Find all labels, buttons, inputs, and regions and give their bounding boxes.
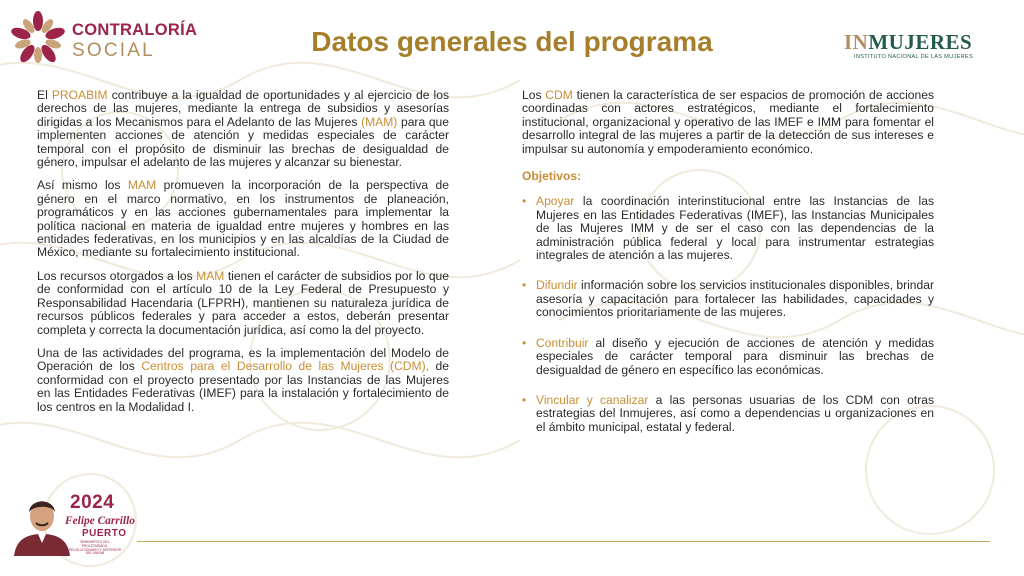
objective-verb: Apoyar bbox=[536, 194, 575, 209]
year-label: 2024 bbox=[70, 492, 115, 513]
inmujeres-in: IN bbox=[844, 30, 869, 54]
bullet-icon: • bbox=[522, 335, 527, 350]
paragraph-cdm-model bbox=[37, 347, 449, 414]
flower-icon bbox=[10, 6, 66, 72]
objective-item bbox=[522, 195, 934, 262]
surname-label: PUERTO bbox=[82, 528, 127, 539]
objective-item bbox=[522, 394, 934, 434]
contraloria-label: CONTRALORÍA bbox=[72, 21, 198, 39]
objectives-list bbox=[522, 195, 934, 434]
objective-verb: Difundir bbox=[536, 278, 578, 293]
objective-text: al diseño y ejecución de acciones de atención y medidas especiales de carácter temporal para disminuir las brechas de desigualdad de género en específico las económicas. bbox=[536, 335, 934, 377]
footer-divider bbox=[137, 541, 990, 542]
text-run: Así mismo los bbox=[37, 178, 128, 193]
text-run: El bbox=[37, 88, 52, 102]
inmujeres-wordmark bbox=[844, 30, 972, 55]
text-run: tienen la característica de ser espacios de promoción de acciones coordinadas con actores estratégicos, mediante el fortalecimiento institucional, organizacional y operativo de las IMEF e IMM para fomentar el desarrollo integral de las mujeres a partir de la detección de sus intereses e impulsar su autonomía y empoderamiento económico. bbox=[522, 88, 934, 156]
inmujeres-logo bbox=[838, 30, 998, 64]
text-run: contribuye a la igualdad de oportunidades y al ejercicio de los derechos de las mujeres, mediante la entrega de subsidios y asesorías dirigidas a los Mecanismos para el Adelanto de las Mujeres bbox=[37, 88, 449, 129]
text-run: para que implementen acciones de atención y medidas especiales de carácter temporal con el propósito de disminuir las brechas de desigualdad de género, impulsar el adelanto de las mujeres y alcanzar su bienestar. bbox=[37, 114, 449, 170]
bullet-icon: • bbox=[522, 194, 527, 209]
name-label: Felipe Carrillo bbox=[65, 515, 135, 527]
inmujeres-rest: MUJERES bbox=[868, 30, 973, 54]
paragraph-proabim bbox=[37, 89, 449, 169]
objective-text: la coordinación interinstitucional entre las Instancias de las Mujeres en las Entidades Federativas (IMEF), las Instancias Municipales de las Mujeres IMM y de ser el caso con las dependencias de la administración pública federal y local para instrumentar estrategias integrales de atención a las mujeres. bbox=[536, 194, 934, 263]
highlight-cdm: Centros para el Desarrollo de las Mujeres (CDM), bbox=[141, 359, 430, 374]
text-run: de conformidad con el proyecto presentado por las Instancias de las Mujeres en las Entidades Federativas (IMEF) para la instalación y fortalecimiento de los centros en la Modalidad I. bbox=[37, 359, 450, 414]
header bbox=[0, 0, 1024, 80]
paragraph-mam-perspectiva bbox=[37, 179, 449, 259]
page-title: Datos generales del programa bbox=[311, 26, 713, 57]
objective-verb: Contribuir bbox=[536, 335, 589, 350]
objective-text: a las personas usuarias de los CDM con otras estrategias del Inmujeres, así como a dependencias u organizaciones en el ámbito municipal, estatal y federal. bbox=[536, 392, 934, 434]
objectives-title: Objetivos: bbox=[522, 169, 582, 184]
objective-text: información sobre los servicios institucionales disponibles, brindar asesoría y capacitación para fortalecer las habilidades, capacidades y conocimientos prioritariamente de las mujeres. bbox=[536, 278, 934, 320]
bullet-icon: • bbox=[522, 278, 527, 293]
subtitle-label: BENEMÉRITO DEL PROLETARIADO, REVOLUCIONARIO Y DEFENSOR DEL MAYAB bbox=[68, 540, 122, 556]
inmujeres-subtitle: INSTITUTO NACIONAL DE LAS MUJERES bbox=[854, 54, 973, 60]
objective-item bbox=[522, 279, 934, 319]
highlight-proabim: PROABIM bbox=[51, 88, 108, 102]
highlight-mam: (MAM) bbox=[361, 114, 398, 129]
text-run: Los bbox=[522, 88, 546, 102]
text-run: Los recursos otorgados a los bbox=[37, 268, 197, 283]
paragraph-recursos bbox=[37, 270, 449, 337]
text-run: promueven la incorporación de la perspectiva de género en el marco normativo, en los instrumentos de planeación, programáticos y en las acciones gubernamentales para implementar la política nacional en materia de igualdad entre mujeres y hombres en las entidades federativas, en los municipios y en las alcaldías de la Ciudad de México, mediante su fortalecimiento institucional. bbox=[37, 178, 450, 260]
left-column bbox=[37, 89, 449, 424]
text-run: tienen el carácter de subsidios por lo que de conformidad con el artículo 10 de la Ley Federal de Presupuesto y Responsabilidad Hacendaria (LFPRH), mantienen su naturaleza jurídica de recursos públicos federales y para acceder a estos, deberán presentar completa y correcta la documentación jurídica, así como la del proyecto. bbox=[37, 268, 449, 337]
highlight-cdm: CDM bbox=[545, 88, 573, 102]
contraloria-social-logo bbox=[10, 6, 210, 72]
objective-verb: Vincular y canalizar bbox=[536, 392, 649, 407]
objective-item bbox=[522, 337, 934, 377]
social-label: SOCIAL bbox=[72, 40, 155, 61]
highlight-mam: MAM bbox=[196, 268, 225, 283]
felipe-carrillo-puerto-logo bbox=[10, 488, 140, 556]
text-run: Una de las actividades del programa, es la implementación del Modelo de Operación de los bbox=[37, 345, 449, 374]
right-column bbox=[522, 89, 934, 451]
highlight-mam: MAM bbox=[127, 178, 157, 193]
paragraph-cdm bbox=[522, 89, 934, 156]
bullet-icon: • bbox=[522, 392, 527, 407]
